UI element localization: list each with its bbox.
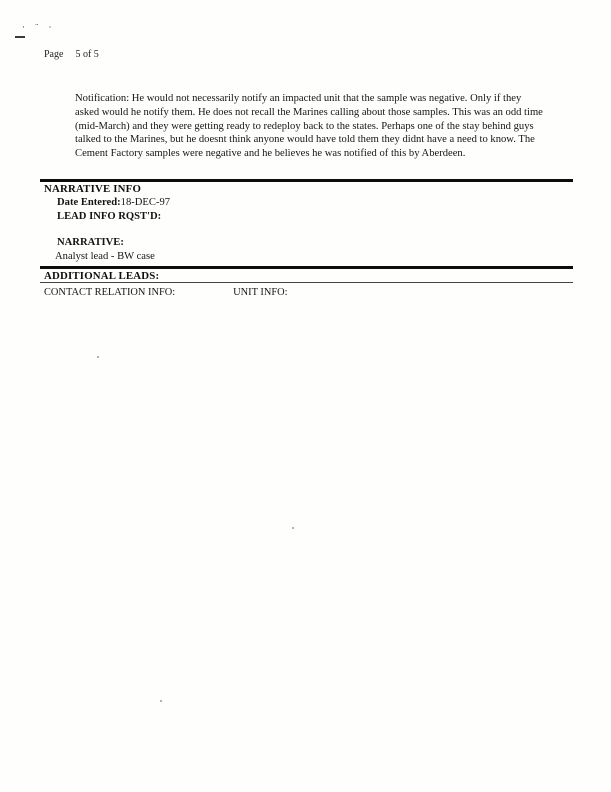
date-entered-field xyxy=(57,197,170,208)
lead-info-field xyxy=(57,211,161,222)
lead-info-label: LEAD INFO RQST'D: xyxy=(57,211,162,222)
narrative-value: Analyst lead - BW case xyxy=(55,251,155,262)
notification-paragraph: Notification: He would not necessarily notify an impacted unit that the sample was negative. Only if they asked would he notify them. He does not recall the Marines calling about those samples. This was an odd time (mid-March) and they were getting ready to redeploy back to the states. Perhaps one of the stay behind guys talked to the Marines, but he doesnt think anyone would have told them they didnt have a need to know. The Cement Factory samples were negative and he believes he was notified of this by Aberdeen. xyxy=(75,93,543,160)
scan-speckle xyxy=(292,527,294,529)
narrative-info-section-title: NARRATIVE INFO xyxy=(44,183,142,195)
date-entered-label: Date Entered: xyxy=(57,197,121,208)
page-number xyxy=(44,49,99,60)
additional-leads-underline xyxy=(40,282,573,283)
scan-artifact-dash xyxy=(15,36,25,38)
narrative-label: NARRATIVE: xyxy=(57,237,124,248)
section-divider-additional-leads xyxy=(40,266,573,269)
scan-speckle xyxy=(160,700,162,702)
page-number-value: 5 of 5 xyxy=(75,49,99,60)
scan-speckle xyxy=(97,356,99,358)
page-number-label: Page xyxy=(44,49,64,60)
contact-relation-label: CONTACT RELATION INFO: xyxy=(44,287,176,298)
contact-relation-row xyxy=(44,287,288,298)
date-entered-value: 18-DEC-97 xyxy=(120,197,171,208)
unit-info-label: UNIT INFO: xyxy=(233,287,288,298)
additional-leads-section-title: ADDITIONAL LEADS: xyxy=(44,270,160,282)
scan-artifact-marks: · ¨ · xyxy=(22,22,56,32)
section-divider-narrative xyxy=(40,179,573,182)
